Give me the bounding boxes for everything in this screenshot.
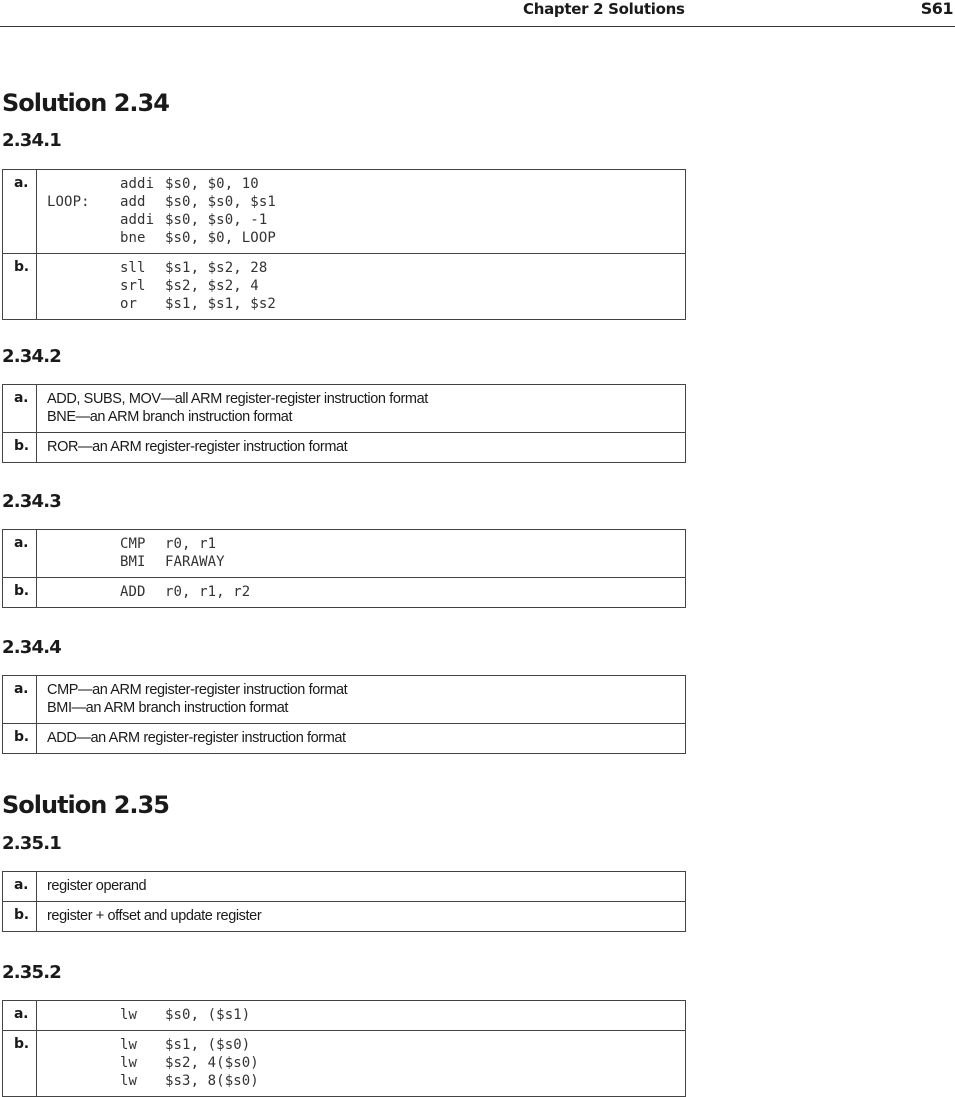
answer-line: ADD—an ARM register-register instruction format: [47, 730, 346, 746]
answer-table-2-35-1: [2, 871, 686, 932]
code-opcode: lw: [120, 1055, 138, 1071]
answer-table-2-34-4: [2, 675, 686, 754]
code-operands: $s1, $s2, 28: [165, 260, 268, 276]
answer-line: CMP—an ARM register-register instruction format: [47, 682, 348, 698]
solution-2-35-title: Solution 2.35: [2, 791, 169, 819]
answer-row-b: [3, 1030, 685, 1096]
code-line: [47, 1054, 675, 1072]
code-label: LOOP:: [47, 194, 90, 210]
answer-table-2-34-2: [2, 384, 686, 463]
code-opcode: ADD: [120, 584, 146, 600]
row-label: a.: [3, 1001, 37, 1030]
section-2-34-3-title: 2.34.3: [2, 491, 61, 512]
code-line: [47, 583, 675, 601]
code-operands: $s0, ($s1): [165, 1007, 251, 1023]
code-line: [47, 1006, 675, 1024]
answer-line: ADD, SUBS, MOV—all ARM register-register instruction format: [47, 391, 428, 407]
row-label: a.: [3, 676, 37, 723]
page-header: [0, 0, 955, 27]
row-label: b.: [3, 254, 37, 319]
answer-line: ROR—an ARM register-register instruction format: [47, 439, 348, 455]
code-line: [47, 229, 675, 247]
section-2-34-1-title: 2.34.1: [2, 130, 61, 151]
chapter-heading: Chapter 2 Solutions: [523, 0, 685, 18]
solution-2-34-title: Solution 2.34: [2, 89, 169, 117]
section-2-35-1-title: 2.35.1: [2, 833, 61, 854]
code-line: [47, 211, 675, 229]
code-line: [47, 1072, 675, 1090]
row-label: b.: [3, 578, 37, 607]
code-opcode: lw: [120, 1037, 138, 1053]
code-operands: $s1, $s1, $s2: [165, 296, 276, 312]
answer-table-2-34-3: [2, 529, 686, 608]
row-label: a.: [3, 170, 37, 253]
code-line: [47, 553, 675, 571]
code-line: [47, 277, 675, 295]
row-label: a.: [3, 385, 37, 432]
code-block: [47, 583, 675, 601]
answer-row-a: [3, 530, 685, 577]
answer-table-2-35-2: [2, 1000, 686, 1097]
row-label: a.: [3, 530, 37, 577]
answer-row-a: [3, 385, 685, 432]
code-operands: $s3, 8($s0): [165, 1073, 259, 1089]
row-label: b.: [3, 433, 37, 462]
row-label: b.: [3, 724, 37, 753]
answer-row-a: [3, 1001, 685, 1030]
answer-line: BNE—an ARM branch instruction format: [47, 409, 293, 425]
code-line: [47, 259, 675, 277]
code-operands: $s0, $0, 10: [165, 176, 259, 192]
code-operands: $s2, $s2, 4: [165, 278, 259, 294]
answer-row-b: [3, 723, 685, 753]
code-operands: FARAWAY: [165, 554, 225, 570]
code-opcode: bne: [120, 230, 146, 246]
answer-table-2-34-1: [2, 169, 686, 320]
answer-row-b: [3, 253, 685, 319]
code-block: [47, 535, 675, 571]
code-operands: $s0, $s0, -1: [165, 212, 268, 228]
code-block: [47, 259, 675, 313]
code-opcode: CMP: [120, 536, 146, 552]
code-line: [47, 1036, 675, 1054]
code-block: [47, 1006, 675, 1024]
code-line: [47, 193, 675, 211]
answer-row-a: [3, 676, 685, 723]
code-opcode: lw: [120, 1073, 138, 1089]
code-opcode: srl: [120, 278, 146, 294]
code-operands: $s1, ($s0): [165, 1037, 251, 1053]
answer-row-a: [3, 872, 685, 901]
answer-row-b: [3, 432, 685, 462]
code-block: [47, 175, 675, 247]
code-block: [47, 1036, 675, 1090]
code-operands: r0, r1: [165, 536, 217, 552]
code-opcode: sll: [120, 260, 146, 276]
code-opcode: lw: [120, 1007, 138, 1023]
row-label: a.: [3, 872, 37, 901]
answer-row-b: [3, 577, 685, 607]
code-operands: $s2, 4($s0): [165, 1055, 259, 1071]
code-line: [47, 295, 675, 313]
code-opcode: addi: [120, 212, 155, 228]
answer-row-a: [3, 170, 685, 253]
code-operands: $s0, $s0, $s1: [165, 194, 276, 210]
answer-line: BMI—an ARM branch instruction format: [47, 700, 289, 716]
section-2-34-2-title: 2.34.2: [2, 346, 61, 367]
answer-line: register operand: [47, 878, 147, 894]
section-2-35-2-title: 2.35.2: [2, 962, 61, 983]
code-opcode: or: [120, 296, 138, 312]
code-opcode: add: [120, 194, 146, 210]
answer-row-b: [3, 901, 685, 931]
code-line: [47, 535, 675, 553]
section-2-34-4-title: 2.34.4: [2, 637, 61, 658]
page-number: S61: [920, 0, 953, 18]
answer-line: register + offset and update register: [47, 908, 262, 924]
row-label: b.: [3, 1031, 37, 1096]
code-operands: r0, r1, r2: [165, 584, 251, 600]
row-label: b.: [3, 902, 37, 931]
code-line: [47, 175, 675, 193]
code-operands: $s0, $0, LOOP: [165, 230, 276, 246]
code-opcode: BMI: [120, 554, 146, 570]
code-opcode: addi: [120, 176, 155, 192]
